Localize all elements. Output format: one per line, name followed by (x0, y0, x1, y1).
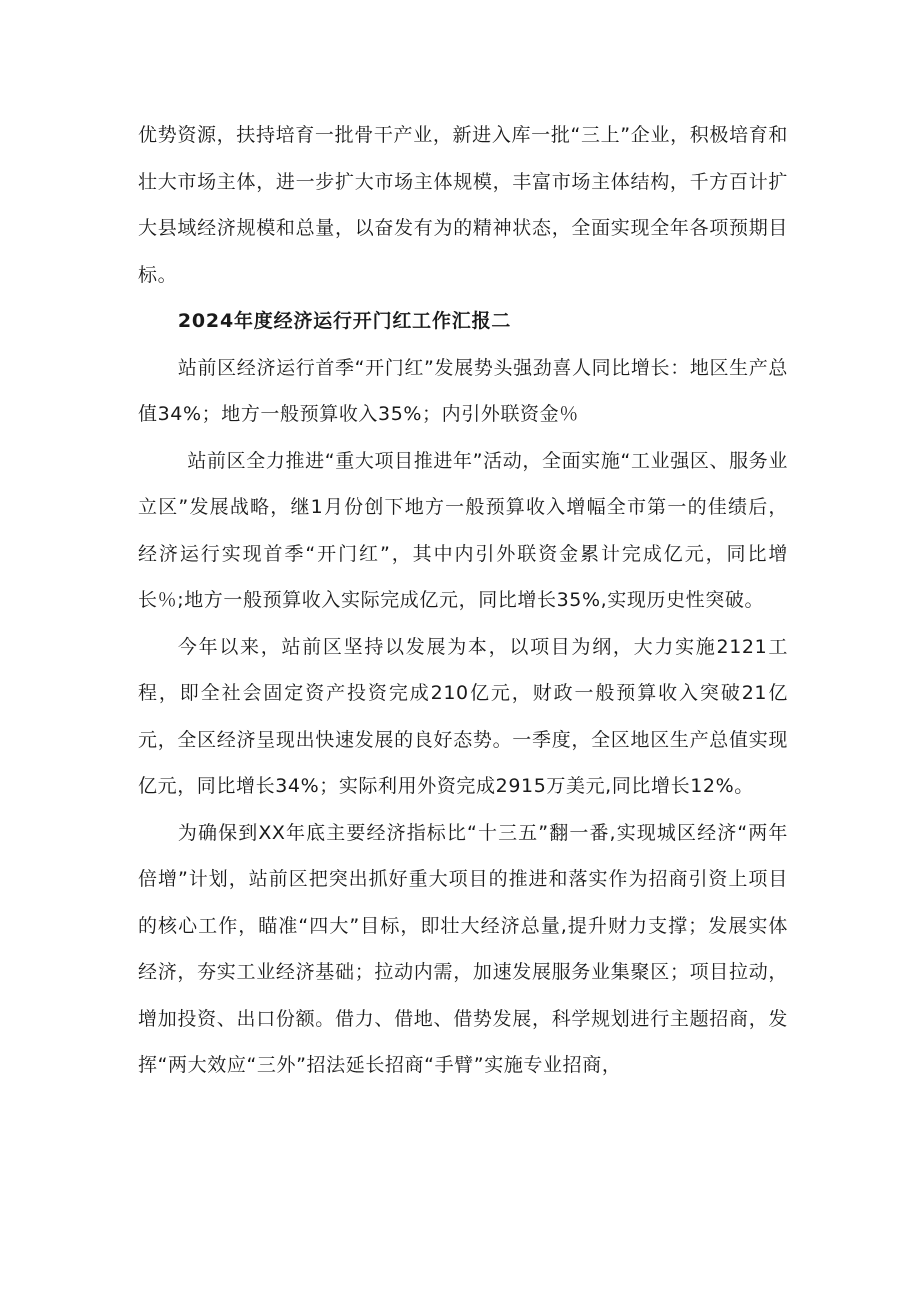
paragraph-targets: 为确保到XX年底主要经济指标比“十三五”翻一番,实现城区经济“两年倍增”计划，站前区把突出抓好重大项目的推进和落实作为招商引资上项目的核心工作，瞄准“四大”目标，即壮大经济总量,提升财力支撑；发展实体经济，夯实工业经济基础；拉动内需，加速发展服务业集聚区；项目拉动，增加投资、出口份额。借力、借地、借势发展，科学规划进行主题招商，发挥“两大效应“三外”招法延长招商“手臂”实施专业招商， (138, 821, 788, 1076)
paragraph-summary: 站前区经济运行首季“开门红”发展势头强劲喜人同比增长：地区生产总值34%；地方一般预算收入35%；内引外联资金％ (138, 356, 788, 425)
paragraph-continuation: 优势资源，扶持培育一批骨干产业，新进入库一批“三上”企业，积极培育和壮大市场主体，进一步扩大市场主体规模，丰富市场主体结构，千方百计扩大县域经济规模和总量，以奋发有为的精神状态，全面实现全年各项预期目标。 (138, 124, 788, 286)
paragraph-progress: 今年以来，站前区坚持以发展为本，以项目为纲，大力实施2121工程，即全社会固定资产投资完成210亿元，财政一般预算收入突破21亿元，全区经济呈现出快速发展的良好态势。一季度，全区地区生产总值实现亿元，同比增长34%；实际利用外资完成2915万美元,同比增长12%。 (138, 635, 788, 797)
document-body (138, 112, 788, 1089)
paragraph-strategy: 站前区全力推进“重大项目推进年”活动，全面实施“工业强区、服务业立区”发展战略，继1月份创下地方一般预算收入增幅全市第一的佳绩后，经济运行实现首季“开门红”，其中内引外联资金累计完成亿元，同比增长％;地方一般预算收入实际完成亿元，同比增长35%,实现历史性突破。 (138, 449, 788, 611)
section-heading: 2024年度经济运行开门红工作汇报二 (177, 310, 512, 332)
